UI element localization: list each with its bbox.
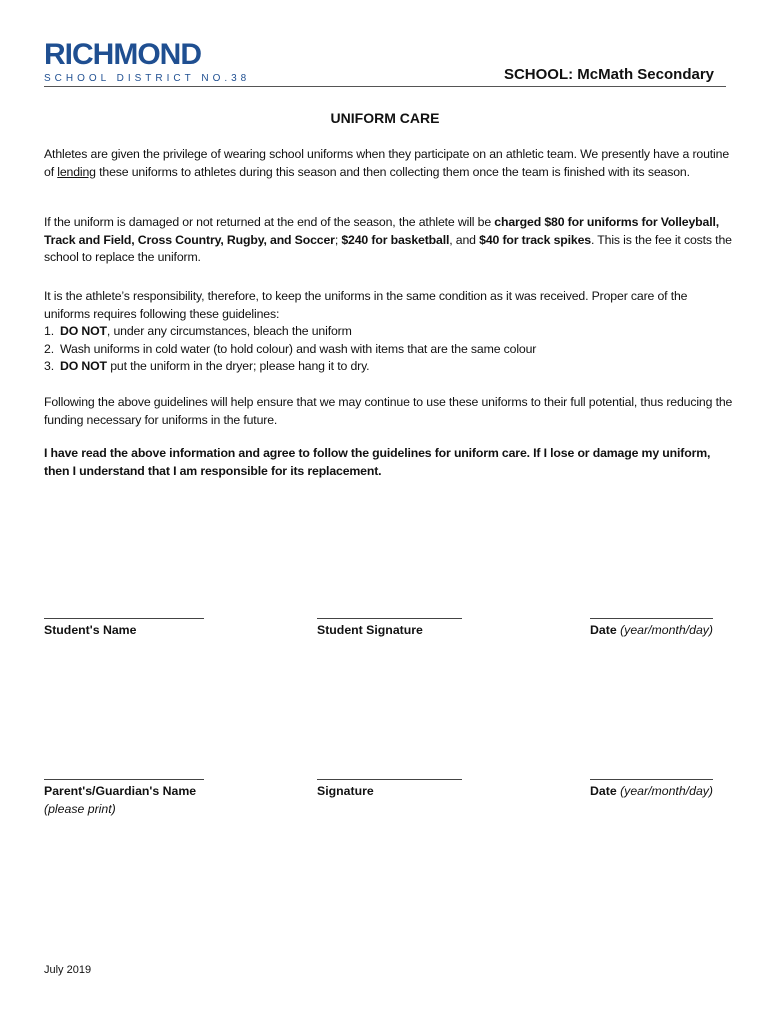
intro-paragraph xyxy=(44,146,734,181)
parent-signature-label: Signature xyxy=(317,784,374,798)
fees-bold-1: charged $80 for uniforms for Volleyball, Track and Field, Cross Country, Rugby, and Soccer xyxy=(44,215,720,247)
fees-bold-2: $240 for basketball xyxy=(341,232,450,247)
fees-sep-1: ; xyxy=(334,232,342,247)
list-item-number: 3. xyxy=(44,359,54,373)
fees-bold-3: $40 for track spikes xyxy=(479,232,591,247)
fees-text-1: If the uniform is damaged or not returned at the end of the season, the athlete will be xyxy=(44,215,495,229)
date-label-2 xyxy=(590,784,713,798)
list-item xyxy=(44,358,734,376)
parent-name-label: Parent's/Guardian's Name xyxy=(44,784,197,798)
guidelines-section xyxy=(44,288,734,376)
date-line-2[interactable] xyxy=(590,779,713,780)
intro-text-2: these uniforms to athletes during this season and then collecting them once the team is finished with its season. xyxy=(95,164,690,179)
date-format-hint: (year/month/day) xyxy=(620,623,714,637)
list-item-number: 1. xyxy=(44,324,54,338)
list-item-bold: DO NOT xyxy=(60,324,107,338)
student-name-line[interactable] xyxy=(44,618,204,619)
parent-name-hint: (please print) xyxy=(44,802,116,816)
guidelines-list xyxy=(44,323,734,376)
header-divider xyxy=(44,86,726,87)
fees-paragraph xyxy=(44,214,734,267)
school-name: SCHOOL: McMath Secondary xyxy=(503,66,714,83)
student-name-label: Student's Name xyxy=(44,623,137,637)
list-item-number: 2. xyxy=(44,341,54,356)
list-item-text: put the uniform in the dryer; please hang it to dry. xyxy=(106,359,370,373)
document-title: UNIFORM CARE xyxy=(330,110,440,126)
list-item xyxy=(44,323,734,341)
fees-text-2: . This is the fee it costs the school to replace the uniform. xyxy=(44,232,732,264)
logo-wordmark: RICHMOND xyxy=(44,38,201,71)
date-label-text: Date xyxy=(590,784,617,798)
agreement-statement: I have read the above information and agree to follow the guidelines for uniform care. If I lose or damage my uniform, then I understand that I am responsible for its replacement. xyxy=(44,446,711,478)
closing-paragraph: Following the above guidelines will help ensure that we may continue to use these uniforms to their full potential, thus reducing the funding necessary for uniforms in the future. xyxy=(44,395,733,427)
footer-date: July 2019 xyxy=(44,964,92,976)
student-signature-label: Student Signature xyxy=(317,623,423,637)
date-line-1[interactable] xyxy=(590,618,713,619)
fees-sep-2: , and xyxy=(449,232,480,247)
intro-text-1: Athletes are given the privilege of wearing school uniforms when they participate on an athletic team. We presently have a routine of xyxy=(44,147,730,179)
logo-subtitle: SCHOOL DISTRICT NO.38 xyxy=(44,73,251,84)
list-item-text: , under any circumstances, bleach the uniform xyxy=(106,324,352,338)
parent-name-line[interactable] xyxy=(44,779,204,780)
intro-underlined-word: lending xyxy=(57,164,96,179)
guidelines-intro: It is the athlete’s responsibility, therefore, to keep the uniforms in the same condition as it was received. Proper care of the uniforms requires following these guidelines: xyxy=(44,289,688,321)
district-logo xyxy=(44,38,251,85)
student-signature-line[interactable] xyxy=(317,618,462,619)
list-item-bold: DO NOT xyxy=(60,359,107,373)
date-format-hint: (year/month/day) xyxy=(620,784,714,798)
date-label-1 xyxy=(590,623,713,637)
parent-signature-line[interactable] xyxy=(317,779,462,780)
list-item xyxy=(44,341,734,359)
list-item-text: Wash uniforms in cold water (to hold colour) and wash with items that are the same colour xyxy=(60,341,537,356)
date-label-text: Date xyxy=(590,623,617,637)
